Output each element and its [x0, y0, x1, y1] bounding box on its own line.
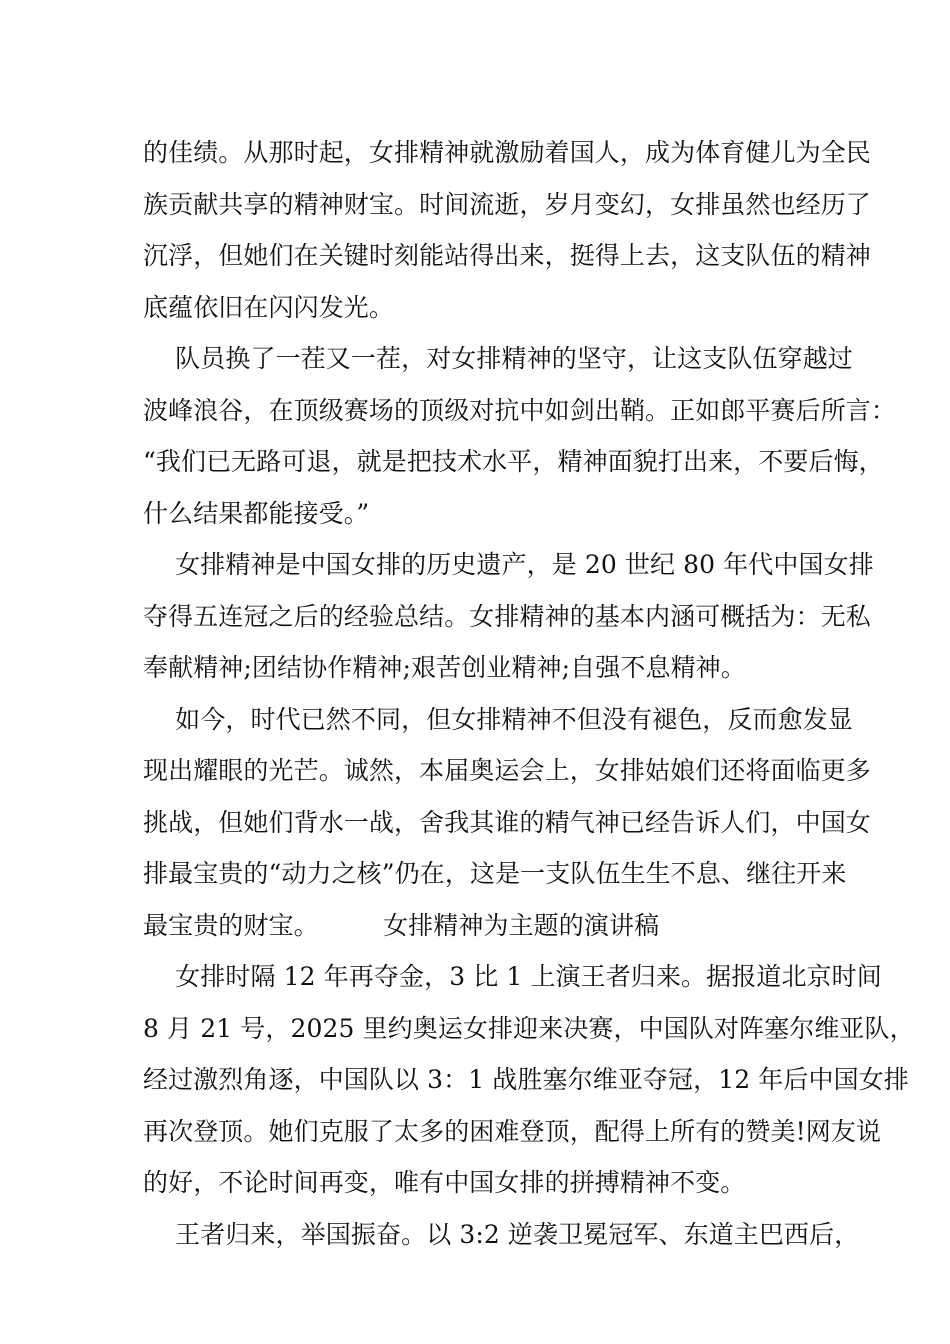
text-line: 底蕴依旧在闪闪发光。 — [143, 292, 395, 322]
text-line: 队员换了一茬又一茬，对女排精神的坚守，让这支队伍穿越过 — [143, 344, 853, 373]
text-line: 什么结果都能接受。” — [143, 498, 370, 528]
text-line: 的佳绩。从那时起，女排精神就激励着国人，成为体育健儿为全民 — [143, 138, 871, 167]
text-line: 排最宝贵的“动力之核”仍在，这是一支队伍生生不息、继往开来 — [143, 859, 847, 888]
text-line: 现出耀眼的光芒。诚然，本届奥运会上，女排姑娘们还将面临更多 — [143, 756, 871, 785]
text-line: 挑战，但她们背水一战，舍我其谁的精气神已经告诉人们，中国女 — [143, 807, 871, 837]
text-line: “我们已无路可退，就是把技术水平，精神面貌打出来，不要后悔， — [143, 447, 884, 476]
text-line: 的好，不论时间再变，唯有中国女排的拼搏精神不变。 — [143, 1168, 746, 1197]
text-line: 8 月 21 号，2025 里约奥运女排迎来决赛，中国队对阵塞尔维亚队， — [143, 1013, 915, 1043]
text-line: 经过激烈角逐，中国队以 3：1 战胜塞尔维亚夺冠，12 年后中国女排 — [143, 1065, 909, 1094]
text-line: 沉浮，但她们在关键时刻能站得出来，挺得上去，这支队伍的精神 — [143, 241, 871, 270]
text-line: 族贡献共享的精神财宝。时间流逝，岁月变幻，女排虽然也经历了 — [143, 189, 871, 219]
text-line: 夺得五连冠之后的经验总结。女排精神的基本内涵可概括为：无私 — [143, 601, 871, 631]
text-line: 波峰浪谷，在顶级赛场的顶级对抗中如剑出鞘。正如郎平赛后所言： — [143, 395, 897, 425]
text-line: 如今，时代已然不同，但女排精神不但没有褪色，反而愈发显 — [143, 704, 853, 734]
text-line: 王者归来，举国振奋。以 3:2 逆袭卫冕冠军、东道主巴西后， — [143, 1219, 860, 1249]
text-line: 女排精神是中国女排的历史遗产，是 20 世纪 80 年代中国女排 — [143, 550, 874, 579]
text-line: 奉献精神;团结协作精神;艰苦创业精神;自强不息精神。 — [143, 653, 746, 682]
body-text — [143, 127, 915, 1260]
text-line: 女排时隔 12 年再夺金，3 比 1 上演王者归来。据报道北京时间 — [143, 962, 882, 991]
text-line: 最宝贵的财宝。 女排精神为主题的演讲稿 — [143, 910, 660, 940]
text-line: 再次登顶。她们克服了太多的困难登顶，配得上所有的赞美!网友说 — [143, 1116, 882, 1146]
